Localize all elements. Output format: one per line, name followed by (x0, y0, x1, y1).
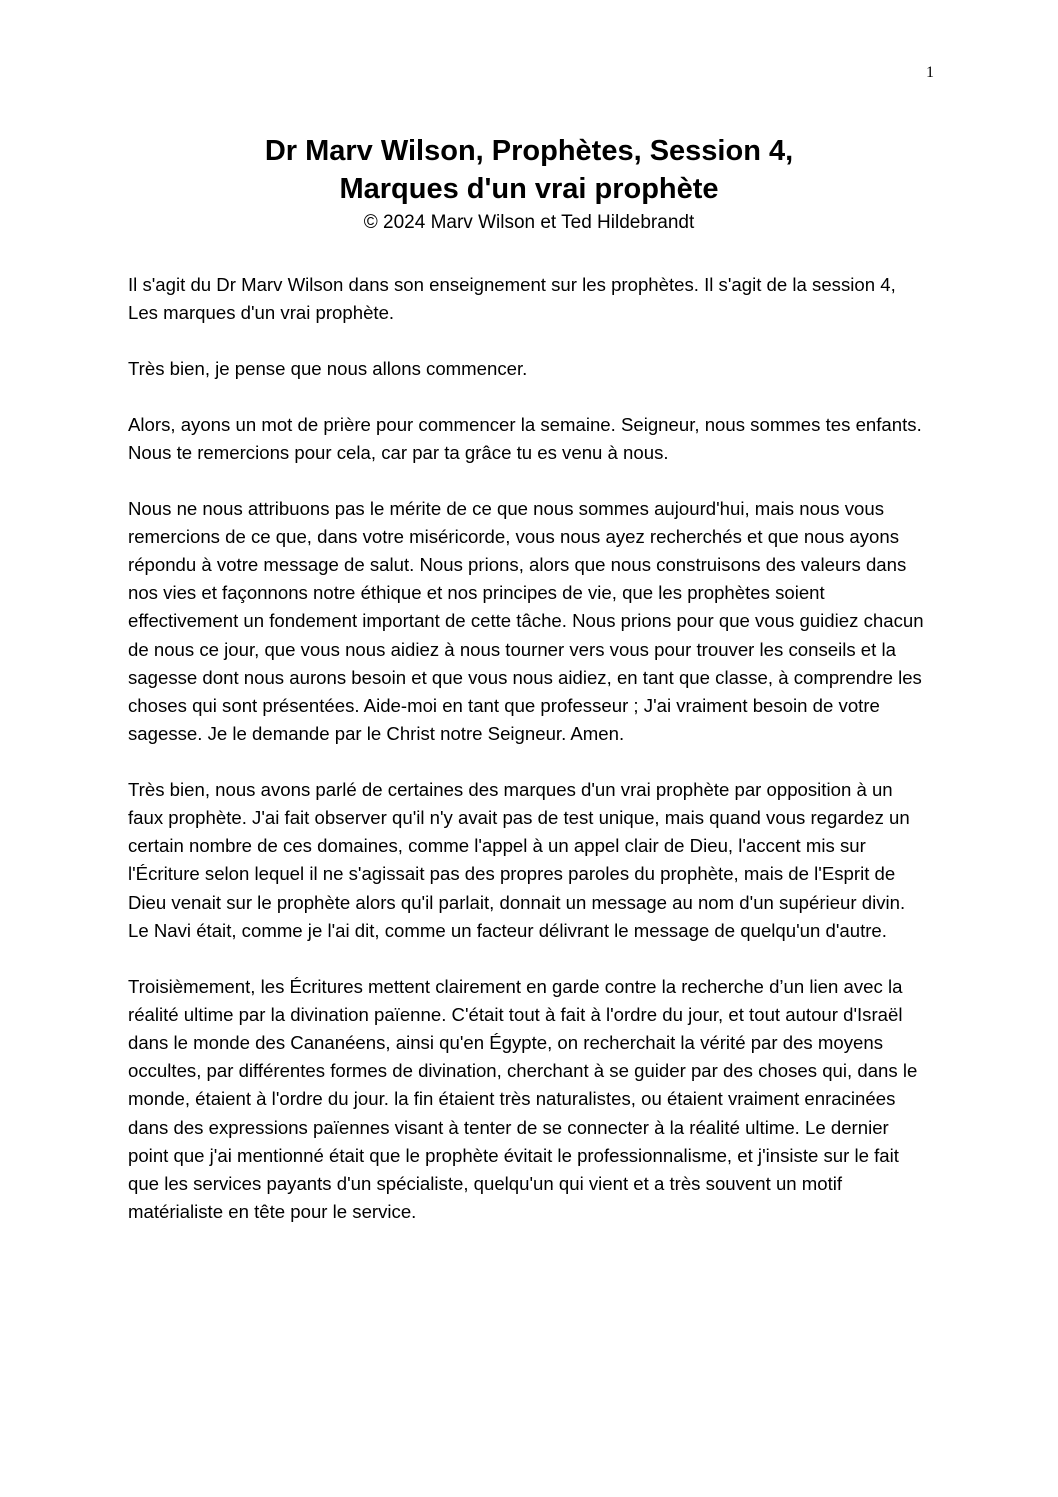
paragraph-prayer-opening: Alors, ayons un mot de prière pour commencer la semaine. Seigneur, nous sommes tes enfants. Nous te remercions pour cela, car par ta grâce tu es venu à nous. (128, 413, 922, 463)
document-title-line-2: Marques d'un vrai prophète (339, 173, 719, 205)
document-body (128, 271, 928, 1254)
paragraph-intro: Il s'agit du Dr Marv Wilson dans son enseignement sur les prophètes. Il s'agit de la session 4, Les marques d'un vrai prophète. (128, 274, 896, 324)
document-header (0, 132, 1058, 236)
paragraph-prayer: Nous ne nous attribuons pas le mérite de ce que nous sommes aujourd'hui, mais nous vous remercions de ce que, dans votre miséricorde, vous nous ayez recherchés et que nous ayons répondu à votre message de salut. Nous prions, alors que nous construisons des valeurs dans nos vies et façonnons notre éthique et nos principes de vie, que les prophètes soient effectivement un fondement important de cette tâche. Nous prions pour que vous guidiez chacun de nous ce jour, que vous nous aidiez à nous tourner vers vous pour trouver les conseils et la sagesse dont nous aurons besoin et que vous nous aidiez, en tant que classe, à comprendre les choses qui sont présentées. Aide-moi en tant que professeur ; J'ai vraiment besoin de votre sagesse. Je le demande par le Christ notre Seigneur. Amen. (128, 497, 924, 745)
page-number: 1 (926, 64, 934, 81)
paragraph-true-prophet-marks: Très bien, nous avons parlé de certaines des marques d'un vrai prophète par opposition à un faux prophète. J'ai fait observer qu'il n'y avait pas de test unique, mais quand vous regardez un certain nombre de ces domaines, comme l'appel à un appel clair de Dieu, l'accent mis sur l'Écriture selon lequel il ne s'agissait pas des propres paroles du prophète, mais de l'Esprit de Dieu venait sur le prophète alors qu'il parlait, donnait un message au nom d'un supérieur divin. Le Navi était, comme je l'ai dit, comme un facteur délivrant le message de quelqu'un d'autre. (128, 778, 910, 941)
document-title-line-1: Dr Marv Wilson, Prophètes, Session 4, (264, 135, 794, 167)
paragraph-divination: Troisièmement, les Écritures mettent clairement en garde contre la recherche d’un lien avec la réalité ultime par la divination païenne. C'était tout à fait à l'ordre du jour, et tout autour d'Israël dans le monde des Cananéens, ainsi qu'en Égypte, on recherchait la vérité par des moyens occultes, par différentes formes de divination, cherchant à se guider par des choses qui, dans le monde, étaient à l'ordre du jour. la fin étaient très naturalistes, ou étaient vraiment enracinées dans des expressions païennes visant à tenter de se connecter à la réalité ultime. Le dernier point que j'ai mentionné était que le prophète évitait le professionnalisme, et j'insiste sur le fait que les services payants d'un spécialiste, quelqu'un qui vient et a très souvent un motif matérialiste en tête pour le service. (128, 975, 918, 1223)
copyright-notice: © 2024 Marv Wilson et Ted Hildebrandt (363, 212, 695, 233)
paragraph-start: Très bien, je pense que nous allons commencer. (128, 357, 528, 379)
